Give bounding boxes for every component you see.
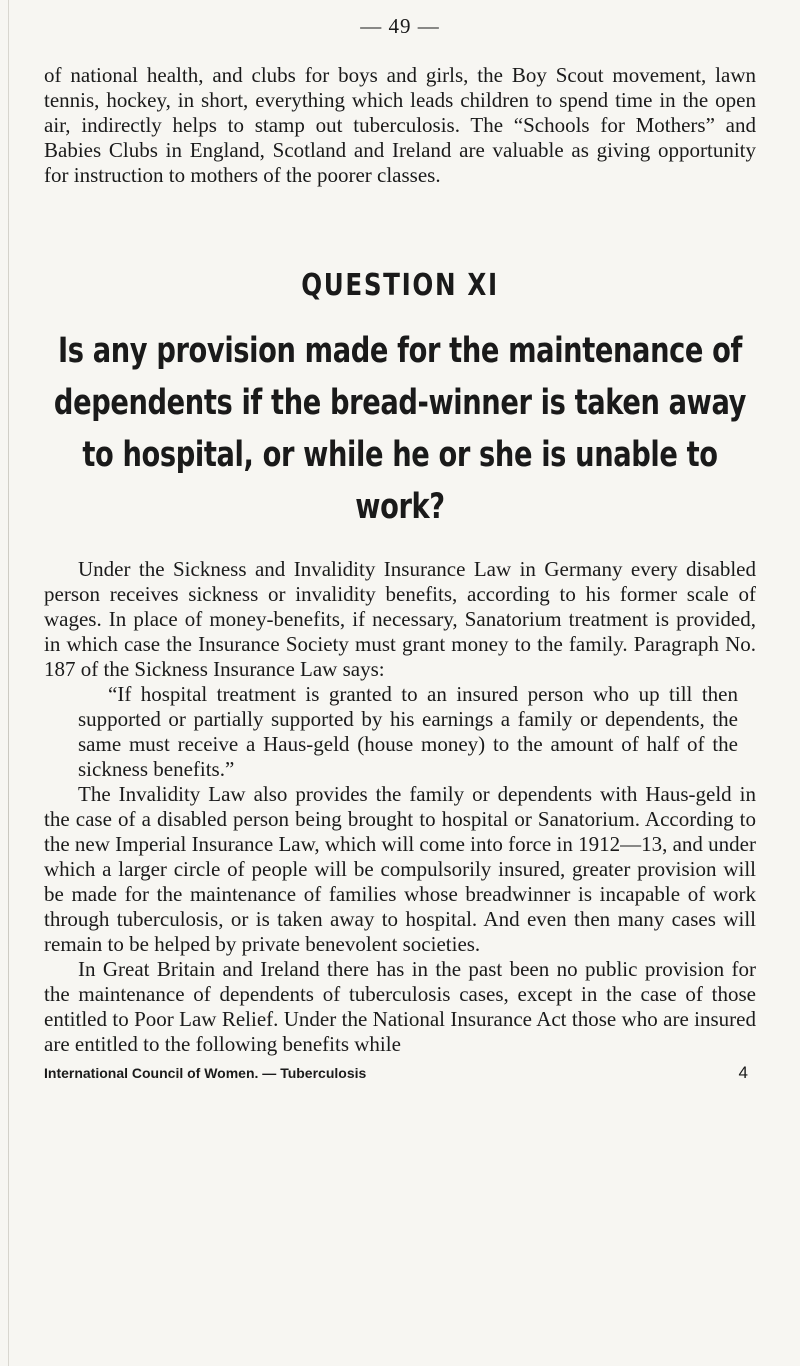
document-page [44,14,756,1083]
page-footer [44,1063,756,1083]
scan-edge [8,0,9,1366]
running-title: International Council of Women. — Tuberculosis [44,1065,367,1081]
question-label: QUESTION XI [301,268,499,303]
body-paragraph-germany: Under the Sickness and Invalidity Insurance Law in Germany every disabled person receives sickness or invalidity benefits, according to his former scale of wages. In place of money-benefits, if necessary, Sanatorium treatment is provided, in which case the Insurance Society must grant money to the family. Paragraph No. 187 of the Sickness Insurance Law says: [44,557,756,681]
page-number: — 49 — [360,14,440,38]
block-quote: “If hospital treatment is granted to an insured person who up till then supported or partially supported by his earnings a family or dependents, the same must receive a Haus-geld (house money) to the amount of half of the sickness benefits.” [78,682,738,781]
body-paragraph-invalidity: The Invalidity Law also provides the family or dependents with Haus-geld in the case of a disabled person being brought to hospital or Sanatorium. According to the new Imperial Insurance Law, which will come into force in 1912—13, and under which a larger circle of people will be compulsorily insured, greater provision will be made for the maintenance of families whose breadwinner is incapable of work through tuberculosis, or is taken away to hospital. And even then many cases will remain to be helped by private benevolent societies. [44,782,756,956]
body-paragraph-great-britain: In Great Britain and Ireland there has in the past been no public provision for the maintenance of dependents of tuberculosis cases, except in the case of those entitled to Poor Law Relief. Under the National Insurance Act those who are insured are entitled to the following benefits while [44,957,756,1056]
question-heading: Is any provision made for the maintenance of dependents if the bread-winner is taken away to hospital, or while he or she is unable to work? [53,331,747,527]
signature-mark: 4 [738,1063,748,1082]
continued-paragraph: of national health, and clubs for boys and girls, the Boy Scout movement, lawn tennis, hockey, in short, everything which leads children to spend time in the open air, indirectly helps to stamp out tuberculosis. The “Schools for Mothers” and Babies Clubs in England, Scotland and Ireland are valuable as giving opportunity for instruction to mothers of the poorer classes. [44,63,756,187]
